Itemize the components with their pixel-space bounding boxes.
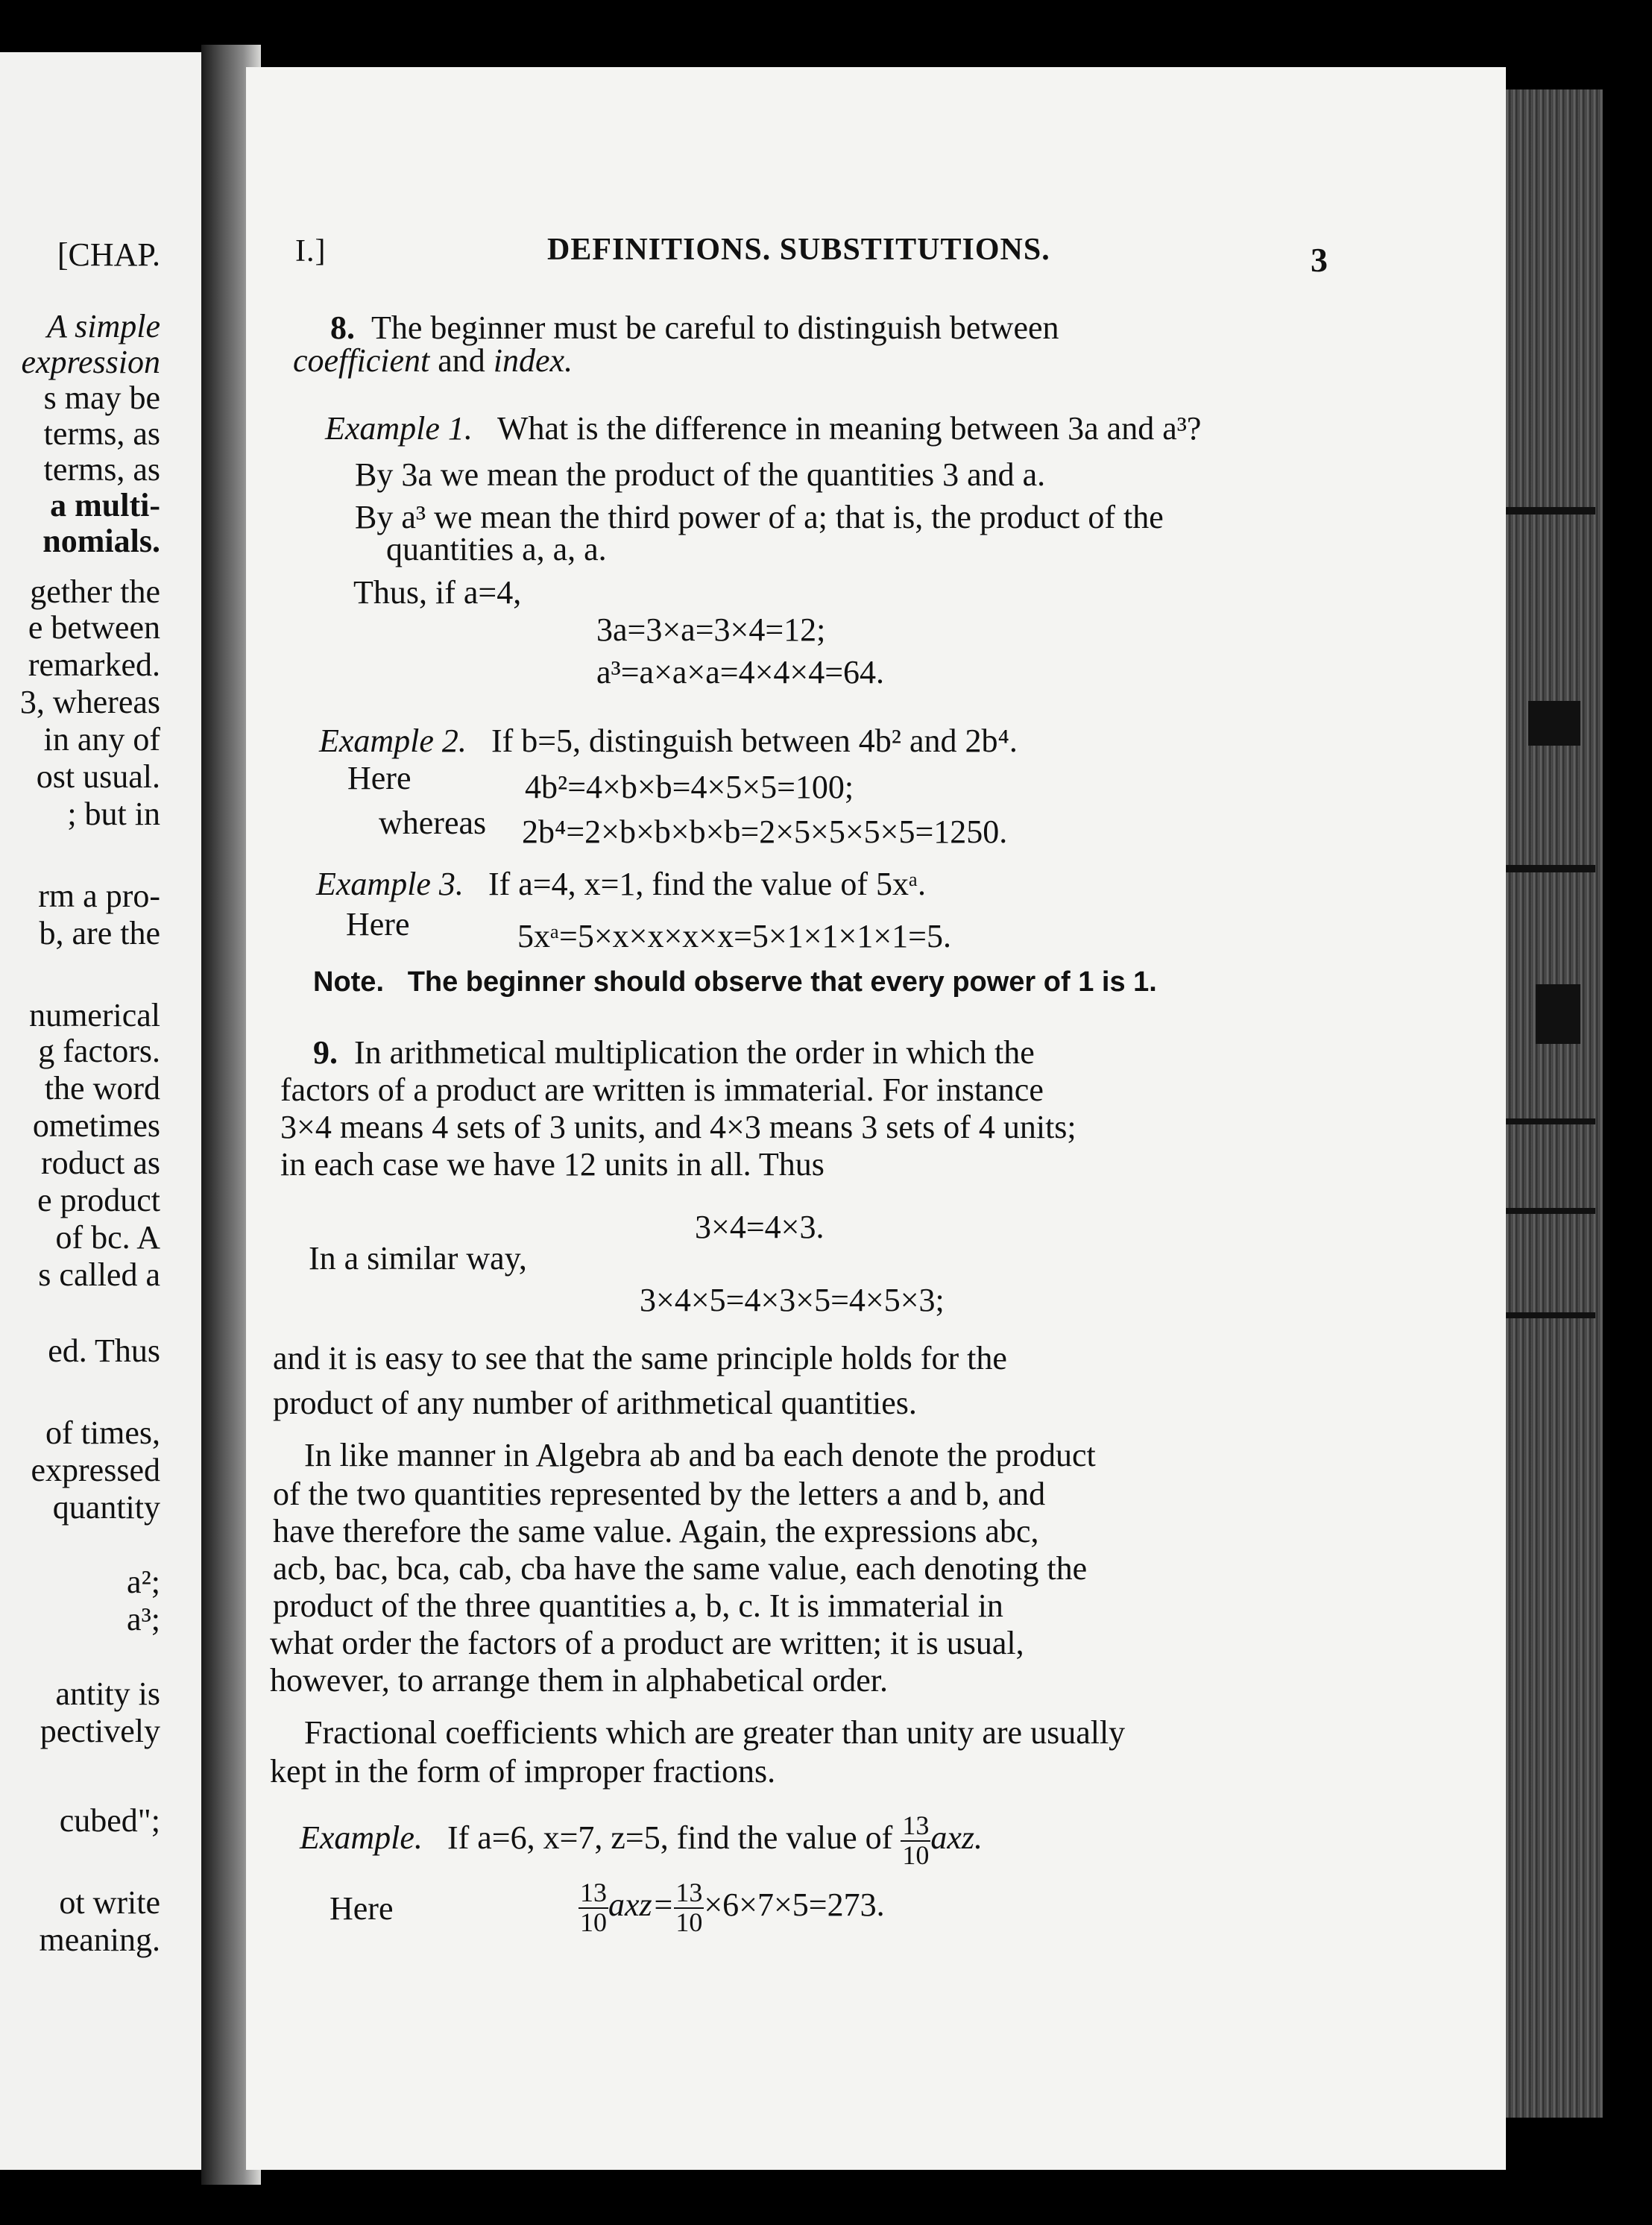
left-page-line: of times, [45, 1414, 160, 1451]
example-3-equation: 5xᵃ=5×x×x×x×x=5×1×1×1×1=5. [517, 918, 951, 954]
left-page-line: ot write [59, 1884, 160, 1921]
left-page-line: A simple [47, 308, 160, 344]
example-2-here: Here [347, 760, 412, 796]
left-page-line: ed. Thus [48, 1332, 160, 1369]
example-2-equation-1: 4b²=4×b×b=4×5×5=100; [525, 769, 854, 805]
example-4-equation: $\frac{13}{10}$ axz= $\frac{13}{10}$ ×6×7×5=273. [580, 1878, 885, 1937]
section-9-line-6: and it is easy to see that the same principle holds for the [273, 1340, 1007, 1376]
algebra-para-line-1: In like manner in Algebra ab and ba each denote the product [304, 1437, 1096, 1473]
left-page-line: antity is [55, 1675, 160, 1712]
left-page-line: b, are the [39, 915, 160, 951]
section-9-line-1: 9. In arithmetical multiplication the order in which the [313, 1034, 1035, 1071]
example-1-line-4: quantities a, a, a. [386, 531, 607, 567]
example-4-question: Example. If a=6, x=7, z=5, find the value of $\frac{13}{10}$ axz. [300, 1810, 983, 1870]
left-page-line: [CHAP. [57, 236, 160, 273]
left-page-line: of bc. A [55, 1219, 160, 1256]
example-4-here: Here [330, 1890, 394, 1927]
section-8-line-1: 8. The beginner must be careful to distinguish between [330, 309, 1059, 346]
left-page-line: terms, as [43, 451, 160, 488]
left-page-line: ometimes [32, 1107, 160, 1144]
left-page-line: the word [44, 1070, 160, 1107]
left-page-line: 3, whereas [19, 684, 160, 720]
algebra-para-line-5: product of the three quantities a, b, c. It is immaterial in [273, 1587, 1003, 1624]
left-page-line: e between [28, 609, 160, 646]
left-page-line: nomials. [42, 523, 160, 559]
algebra-para-line-2: of the two quantities represented by the letters a and b, and [273, 1476, 1046, 1512]
note-line: Note. The beginner should observe that every power of 1 is 1. [313, 966, 1157, 998]
section-9-line-4: in each case we have 12 units in all. Thus [280, 1146, 825, 1183]
left-page-line: gether the [30, 573, 160, 610]
left-page-line: a multi- [50, 487, 160, 523]
left-page-line: a³; [127, 1601, 160, 1637]
left-page-line: ost usual. [36, 758, 160, 795]
fraction-13-10: $\frac{13}{10}$ [902, 1810, 930, 1870]
left-page-line: s may be [43, 380, 160, 416]
left-page-line: terms, as [43, 415, 160, 452]
example-1-line-5: Thus, if a=4, [353, 574, 522, 611]
algebra-para-line-4: acb, bac, bca, cab, cba have the same value, each denoting the [273, 1550, 1088, 1587]
left-page-line: numerical [29, 997, 160, 1033]
left-page-line: a²; [127, 1564, 160, 1600]
left-page-line: expressed [31, 1452, 160, 1488]
left-page-line: g factors. [38, 1033, 160, 1069]
algebra-para-line-3: have therefore the same value. Again, the expressions abc, [273, 1513, 1039, 1549]
example-1-line-2: By 3a we mean the product of the quantities 3 and a. [355, 456, 1046, 493]
book-fore-edge [1498, 89, 1603, 2118]
left-page-line: quantity [52, 1489, 160, 1526]
example-3-question: Example 3. If a=4, x=1, find the value of 5xᵃ. [316, 866, 926, 902]
left-page-line: e product [37, 1182, 160, 1218]
left-page-line: in any of [43, 721, 160, 758]
algebra-para-line-6: what order the factors of a product are written; it is usual, [270, 1625, 1024, 1661]
section-8-line-2: coefficient and index. [293, 342, 573, 379]
left-page-line: roduct as [40, 1145, 160, 1181]
example-3-here: Here [346, 906, 410, 942]
page-number: 3 [1311, 241, 1328, 279]
example-1-question: Example 1. What is the difference in meaning between 3a and a³? [325, 410, 1202, 447]
left-page-line: ; but in [67, 796, 160, 832]
section-9-equation-1: 3×4=4×3. [695, 1209, 825, 1245]
header-chapter: I.] [295, 234, 327, 268]
section-9-line-2: factors of a product are written is immaterial. For instance [280, 1071, 1044, 1108]
example-1-equation-2: a³=a×a×a=4×4×4=64. [596, 654, 885, 690]
algebra-para-line-7: however, to arrange them in alphabetical order. [270, 1662, 888, 1699]
left-page-line: s called a [38, 1256, 160, 1293]
section-9-equation-2: 3×4×5=4×3×5=4×5×3; [640, 1282, 945, 1318]
example-2-equation-2: 2b⁴=2×b×b×b×b=2×5×5×5×5=1250. [522, 813, 1008, 850]
fraction-para-line-1: Fractional coefficients which are greater than unity are usually [304, 1714, 1126, 1751]
left-facing-page [0, 52, 201, 2170]
example-1-line-3: By a³ we mean the third power of a; that is, the product of the [355, 499, 1164, 535]
fraction-para-line-2: kept in the form of improper fractions. [270, 1753, 776, 1790]
left-page-line: pectively [40, 1713, 160, 1749]
left-page-line: meaning. [39, 1922, 160, 1958]
section-9-line-3: 3×4 means 4 sets of 3 units, and 4×3 means 3 sets of 4 units; [280, 1109, 1076, 1145]
left-page-line: cubed"; [59, 1802, 160, 1839]
example-2-question: Example 2. If b=5, distinguish between 4b² and 2b⁴. [319, 723, 1018, 759]
left-page-line: remarked. [28, 646, 160, 683]
left-page-line: expression [21, 344, 160, 380]
example-1-equation-1: 3a=3×a=3×4=12; [596, 611, 826, 648]
header-title: DEFINITIONS. SUBSTITUTIONS. [547, 233, 1050, 267]
section-9-line-7: product of any number of arithmetical quantities. [273, 1385, 917, 1421]
section-9-line-5: In a similar way, [309, 1240, 527, 1277]
left-page-line: rm a pro- [38, 878, 160, 914]
example-2-whereas: whereas [379, 805, 487, 841]
